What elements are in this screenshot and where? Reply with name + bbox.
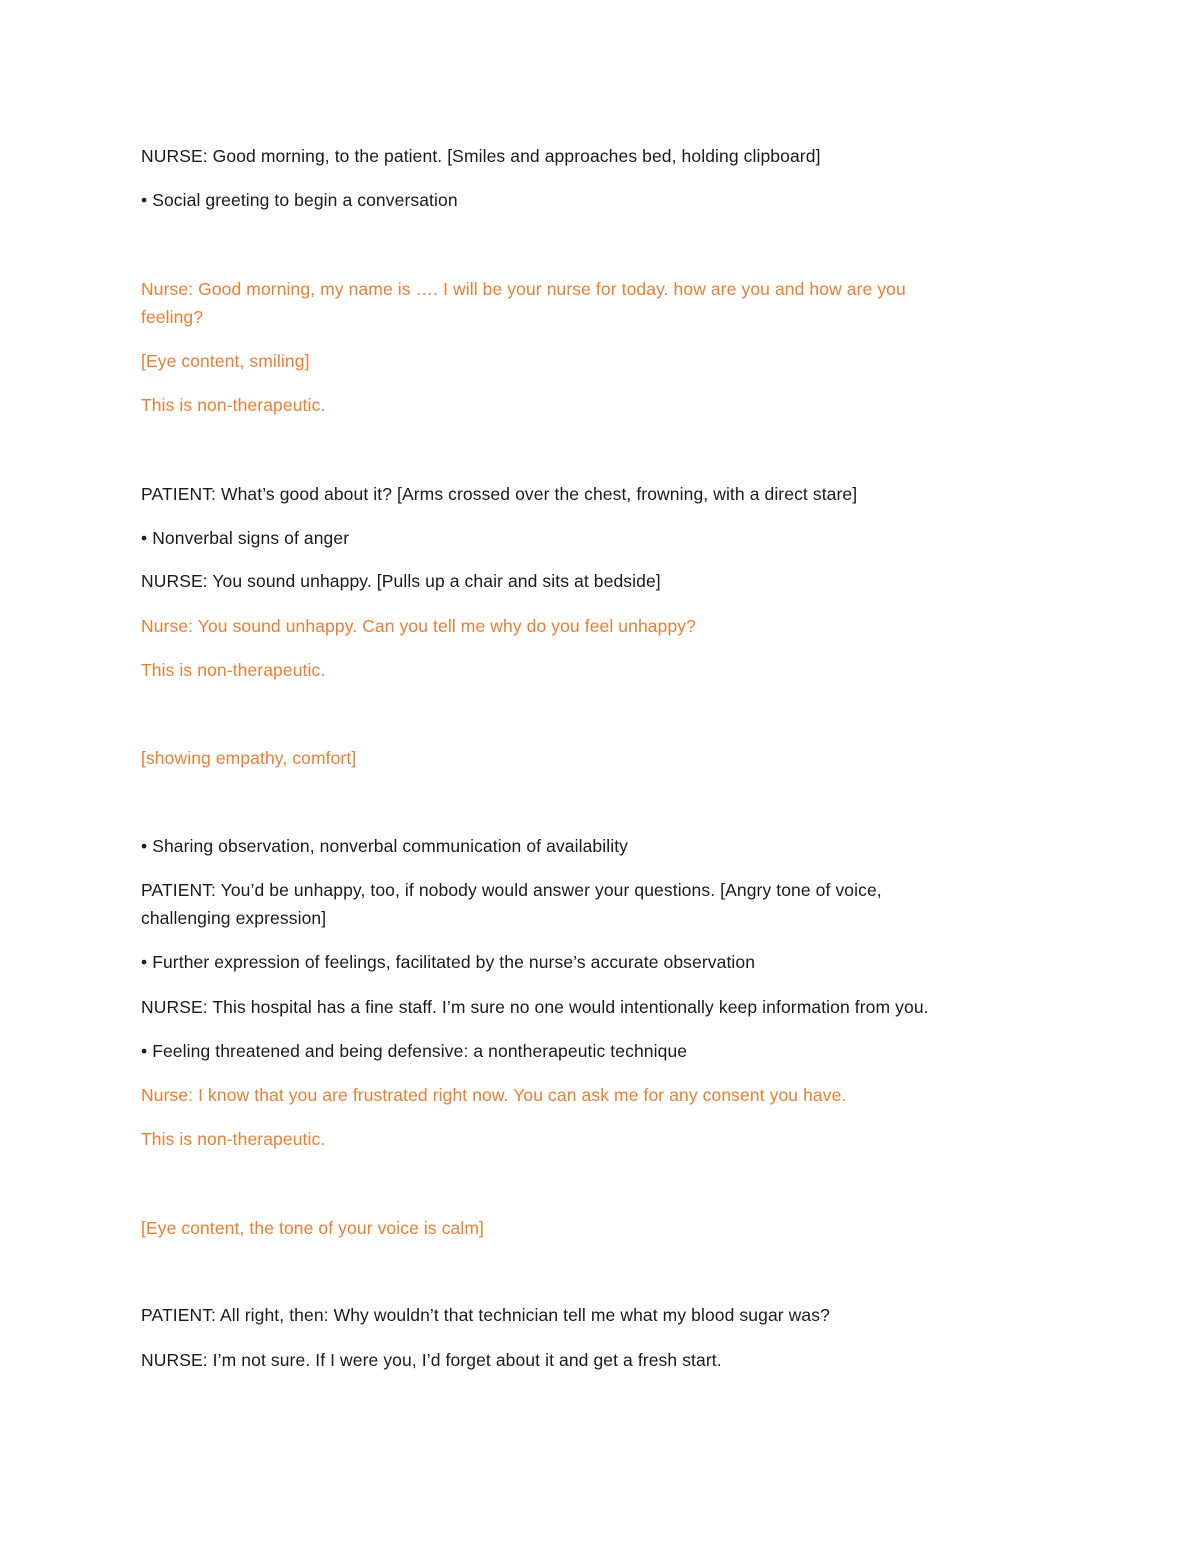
further-expression-bullet: • Further expression of feelings, facilitated by the nurse’s accurate observation <box>141 952 756 972</box>
calm-voice-note: [Eye content, the tone of your voice is calm] <box>141 1218 485 1238</box>
defensive-bullet: • Feeling threatened and being defensive: a nontherapeutic technique <box>141 1041 688 1061</box>
eye-contact-note: [Eye content, smiling] <box>141 351 310 371</box>
revised-greeting-line: Nurse: Good morning, my name is …. I will be your nurse for today. how are you and how are you <box>141 279 906 299</box>
revised-frustrated-line: Nurse: I know that you are frustrated right now. You can ask me for any consent you have. <box>141 1085 847 1105</box>
social-greeting-bullet: • Social greeting to begin a conversation <box>141 190 458 210</box>
patient-angry-cont: challenging expression] <box>141 908 327 928</box>
non-therapeutic-note-1: This is non-therapeutic. <box>141 395 326 415</box>
non-therapeutic-note-3: This is non-therapeutic. <box>141 1129 326 1149</box>
nurse-greeting-line: NURSE: Good morning, to the patient. [Smiles and approaches bed, holding clipboard] <box>141 146 821 166</box>
patient-response-line: PATIENT: What’s good about it? [Arms crossed over the chest, frowning, with a direct stare] <box>141 484 858 504</box>
nonverbal-anger-bullet: • Nonverbal signs of anger <box>141 528 350 548</box>
nurse-hospital-staff-line: NURSE: This hospital has a fine staff. I’m sure no one would intentionally keep information from you. <box>141 997 929 1017</box>
non-therapeutic-note-2: This is non-therapeutic. <box>141 660 326 680</box>
empathy-note: [showing empathy, comfort] <box>141 748 357 768</box>
patient-blood-sugar-line: PATIENT: All right, then: Why wouldn’t that technician tell me what my blood sugar was? <box>141 1305 830 1325</box>
patient-angry-line: PATIENT: You’d be unhappy, too, if nobody would answer your questions. [Angry tone of voice, <box>141 880 882 900</box>
nurse-unhappy-line: NURSE: You sound unhappy. [Pulls up a chair and sits at bedside] <box>141 571 661 591</box>
nurse-not-sure-line: NURSE: I’m not sure. If I were you, I’d forget about it and get a fresh start. <box>141 1350 722 1370</box>
sharing-observation-bullet: • Sharing observation, nonverbal communication of availability <box>141 836 629 856</box>
revised-unhappy-line: Nurse: You sound unhappy. Can you tell me why do you feel unhappy? <box>141 616 696 636</box>
revised-greeting-cont: feeling? <box>141 307 204 327</box>
